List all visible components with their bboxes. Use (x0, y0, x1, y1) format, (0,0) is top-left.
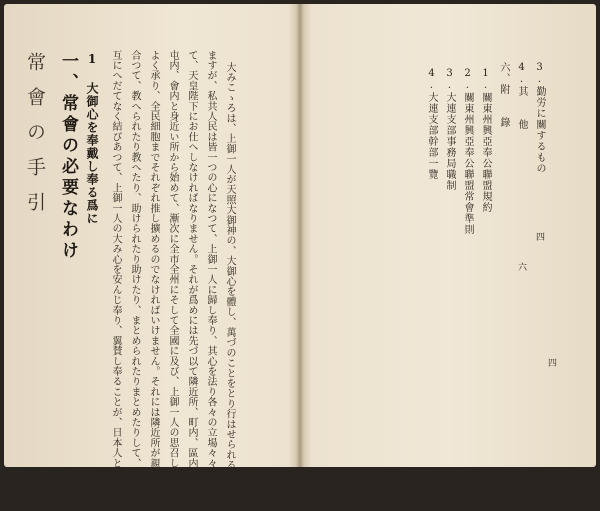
toc-entry-page: 六 (516, 262, 526, 271)
body-line: て、天皇陛下にお仕へしなければなりません。それが爲めには先づ以て隣近所、町内、區内、 (186, 50, 197, 479)
toc-entry-number: 1. (480, 68, 491, 92)
toc-entry (532, 62, 547, 174)
toc-entry-label: 關東州興亞奉公聯盟常會準則 (462, 92, 473, 235)
body-line: 屯内、會内と身近い所から始めて、漸次に全市全州にそして全國に及び、上御一人の思召しを (167, 50, 178, 479)
body-line: ますが、私共人民は皆一つの心になつて、上御一人に歸し奉り、其心を法り各々の立場々々に於 (205, 50, 216, 489)
toc-entry-number: 六、 (498, 62, 509, 84)
toc-entry-number: 3. (534, 62, 545, 86)
toc-entry (424, 68, 439, 180)
toc-entry-number: 4. (426, 68, 437, 92)
book-spread (4, 4, 596, 511)
toc-entry-label: 大連支部幹部一覽 (426, 92, 437, 180)
body-line: よく承り、全民細胞までそれぞれ推し擴めるのでなければいけません。それには隣近所が親しくつき (148, 50, 159, 509)
body-line: 合つて、教へられたり教へたり、助けられたり助けたり、まとめられたりまとめたりして、お (129, 50, 140, 479)
body-line: 互にへだてなく結びあつて、上御一人の大み心を安んじ奉り、翼賛し奉ることが、日本人とし (110, 50, 121, 479)
section-title: 一、常會の必要なわけ (58, 52, 78, 262)
toc-entry-number: 2. (462, 68, 473, 92)
toc-entry (478, 68, 493, 213)
toc-entry-label: 關東州興亞奉公聯盟規約 (480, 92, 491, 213)
toc-entry (460, 68, 475, 235)
toc-entry-label: 勤労に關するもの (534, 86, 545, 174)
subsection-title: 1 大御心を奉戴し奉る爲に (85, 52, 99, 225)
toc-entry-page: 四 (534, 232, 544, 241)
toc-entry-number: 4. (516, 62, 527, 86)
right-page (300, 4, 596, 467)
toc-entry-label: 附 錄 (498, 84, 509, 128)
toc-entry (442, 68, 457, 191)
chapter-title: 常會の手引 (24, 52, 46, 227)
toc-entry (496, 62, 511, 128)
page-number: 四 (548, 359, 558, 369)
toc-entry-label: 大連支部事務局職制 (444, 92, 455, 191)
left-page (4, 4, 300, 511)
toc-entry (514, 62, 529, 130)
toc-entry-label: 其 他 (516, 86, 527, 130)
toc-entry-number: 3. (444, 68, 455, 92)
body-line: 大みこゝろは、上御一人が天照大御神の、大御心を體し、萬づのことをとり行はせられるのであり (224, 62, 235, 511)
